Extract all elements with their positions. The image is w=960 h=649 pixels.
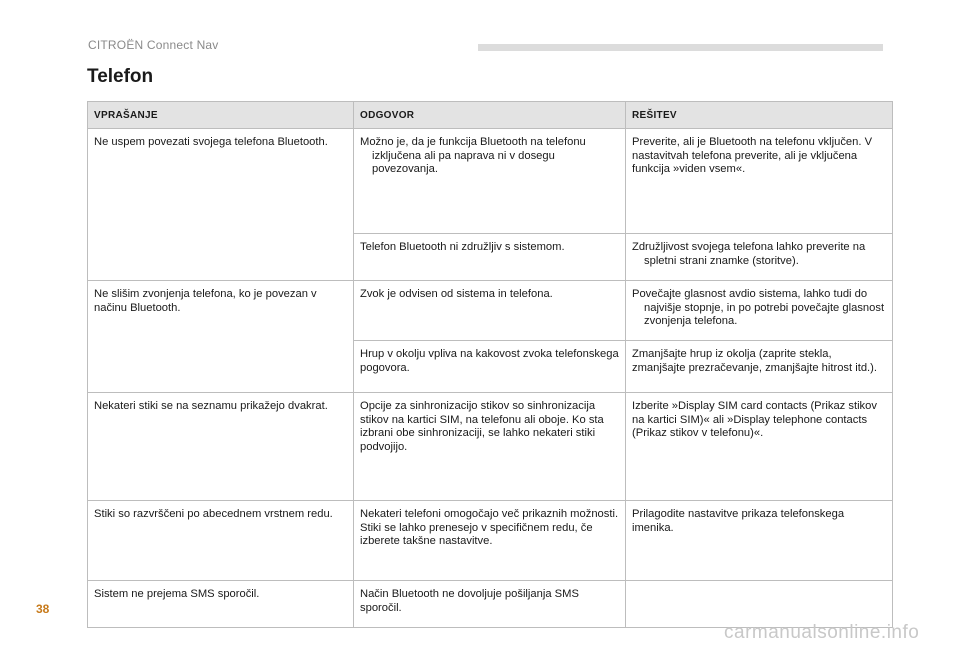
solution-text: Povečajte glasnost avdio sistema, lahko tudi do najvišje stopnje, in po potrebi povečajte glasnost zvonjenja telefona. (632, 288, 885, 328)
column-header-solution: REŠITEV (626, 102, 893, 129)
answer-cell (354, 281, 626, 341)
answer-text: Hrup v okolju vpliva na kakovost zvoka telefonskega pogovora. (360, 348, 619, 374)
column-header-question: VPRAŠANJE (88, 102, 354, 129)
answer-cell (354, 393, 626, 501)
answer-cell (354, 581, 626, 628)
table-header-row (88, 102, 893, 129)
answer-cell (354, 234, 626, 281)
solution-text: Zmanjšajte hrup iz okolja (zaprite stekla, zmanjšajte prezračevanje, zmanjšajte hitrost itd.). (632, 348, 877, 374)
troubleshooting-table (87, 101, 893, 628)
answer-text: Telefon Bluetooth ni združljiv s sistemom. (360, 241, 565, 253)
solution-cell (626, 234, 893, 281)
answer-text: Način Bluetooth ne dovoljuje pošiljanja SMS sporočil. (360, 588, 579, 614)
brand-header: CITROËN Connect Nav (88, 38, 219, 52)
table-row (88, 281, 893, 341)
answer-cell (354, 501, 626, 581)
solution-cell (626, 341, 893, 393)
solution-text: Prilagodite nastavitve prikaza telefonskega imenika. (632, 508, 845, 534)
answer-text: Zvok je odvisen od sistema in telefona. (360, 288, 553, 300)
solution-cell (626, 281, 893, 341)
table-row (88, 501, 893, 581)
question-cell: Ne uspem povezati svojega telefona Bluetooth. (88, 129, 354, 281)
question-cell: Nekateri stiki se na seznamu prikažejo dvakrat. (88, 393, 354, 501)
answer-cell (354, 341, 626, 393)
solution-text: Izberite »Display SIM card contacts (Prikaz stikov na kartici SIM)« ali »Display telephone contacts (Prikaz stikov v telefonu)«. (632, 400, 877, 440)
column-header-answer: ODGOVOR (354, 102, 626, 129)
solution-text: Preverite, ali je Bluetooth na telefonu vključen. V nastavitvah telefona preverite, ali je vključena funkcija »viden vsem«. (632, 136, 873, 176)
solution-cell (626, 581, 893, 628)
table-row (88, 129, 893, 234)
answer-cell (354, 129, 626, 234)
solution-cell (626, 393, 893, 501)
question-cell: Sistem ne prejema SMS sporočil. (88, 581, 354, 628)
header-divider-bar (478, 44, 883, 51)
solution-cell (626, 501, 893, 581)
page-number: 38 (36, 602, 50, 616)
table-row (88, 581, 893, 628)
solution-cell (626, 129, 893, 234)
answer-text: Opcije za sinhronizacijo stikov so sinhronizacija stikov na kartici SIM, na telefonu ali oboje. Ko sta izbrani obe sinhronizaciji, se lahko nekateri stiki podvojijo. (360, 400, 604, 453)
solution-text: Združljivost svojega telefona lahko preverite na spletni strani znamke (storitve). (632, 241, 866, 267)
watermark-text: carmanualsonline.info (724, 622, 920, 643)
page-title: Telefon (87, 66, 154, 87)
answer-text: Nekateri telefoni omogočajo več prikaznih možnosti. Stiki se lahko prenesejo v specifičnem redu, če izberete takšne nastavitve. (360, 508, 619, 548)
question-cell: Ne slišim zvonjenja telefona, ko je povezan v načinu Bluetooth. (88, 281, 354, 393)
question-cell: Stiki so razvrščeni po abecednem vrstnem redu. (88, 501, 354, 581)
answer-text: Možno je, da je funkcija Bluetooth na telefonu izključena ali pa naprava ni v dosegu povezovanja. (360, 136, 586, 176)
table-row (88, 393, 893, 501)
